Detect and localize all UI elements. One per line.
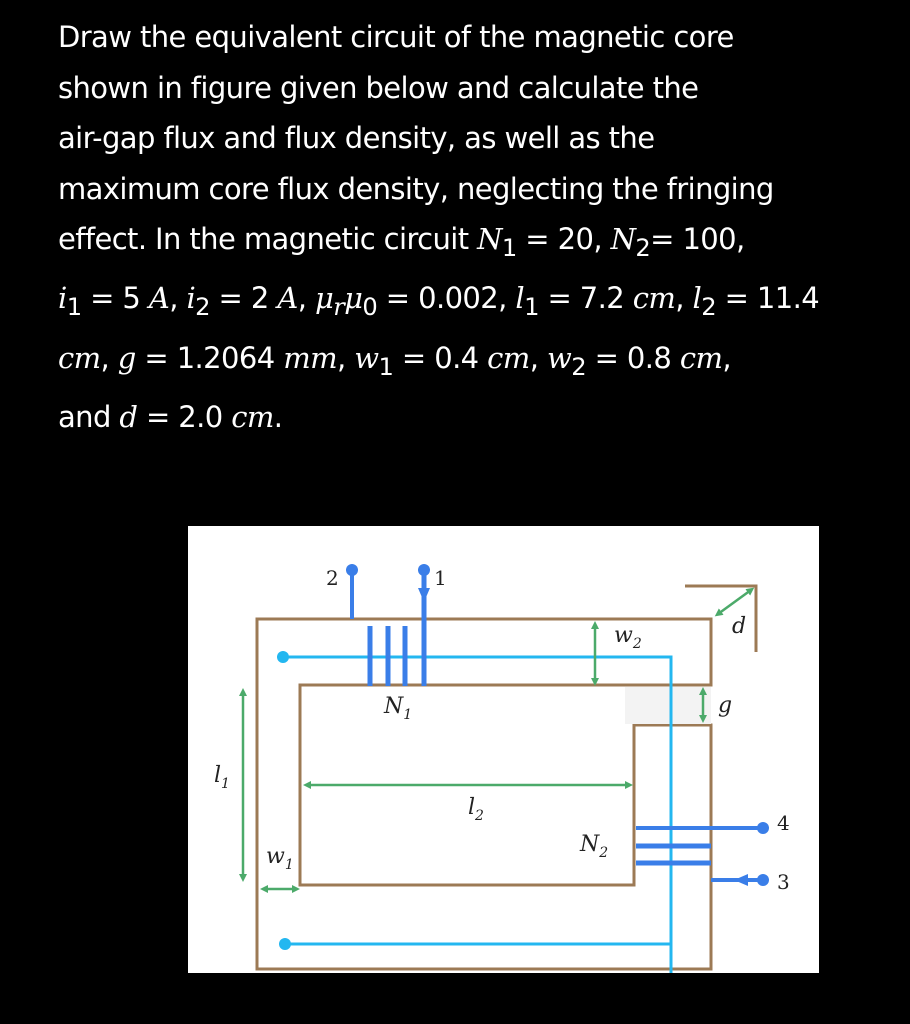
g-label: g [718, 693, 733, 718]
flux-path-start-dot-bottom [279, 938, 291, 950]
coil-n2 [636, 828, 763, 880]
current-arrow-i2 [734, 874, 748, 886]
w1-label: $w_1$ [266, 844, 294, 873]
question-line-3: air-gap flux and flux density, as well as the [58, 121, 655, 155]
l2-label: $l_2$ [468, 795, 484, 824]
terminal-2-label: 2 [326, 566, 339, 590]
question-line-1: Draw the equivalent circuit of the magnetic core [58, 20, 734, 54]
terminal-2-dot [346, 564, 358, 576]
l1-label: $l_1$ [214, 763, 230, 792]
question-text [58, 12, 898, 442]
question-line-7: cm, g = 1.2064 mm, $w_1 = 0.4$ cm, $w_2 = 0.8$ cm, [58, 340, 732, 381]
question-line-5: effect. In the magnetic circuit $N_1 = 20$, $N_2= 100$, [58, 222, 745, 262]
magnetic-core-diagram [188, 526, 819, 973]
question-line-4: maximum core flux density, neglecting the fringing [58, 171, 774, 206]
coil-n1 [352, 569, 424, 686]
terminal-4-label: 4 [777, 811, 790, 835]
question-line-8: and d = 2.0 cm. [58, 399, 283, 434]
n1-label: $N_1$ [384, 694, 413, 723]
terminal-3-dot [757, 874, 769, 886]
magnetic-core-figure [188, 526, 819, 973]
question-line-6: $i_1 = 5$ A, $i_2 = 2$ A, $\mu_r\mu_0 = 0.002$, $l_1 = 7.2$ cm, $l_2 = 11.4$ [58, 281, 820, 322]
d-label: d [732, 614, 747, 639]
n2-label: $N_2$ [580, 832, 609, 861]
question-line-2: shown in figure given below and calculate the [58, 70, 699, 105]
w2-label: $w_2$ [614, 623, 642, 652]
air-gap [625, 687, 711, 724]
flux-path-start-dot-top [277, 651, 289, 663]
terminal-1-dot [418, 564, 430, 576]
n1-symbol: N [477, 222, 502, 256]
current-arrow-i1 [418, 588, 430, 602]
terminal-4-dot [757, 822, 769, 834]
core-outline [257, 586, 756, 969]
d-dimension [718, 590, 751, 614]
terminal-3-label: 3 [777, 870, 790, 894]
n2-symbol: N [610, 222, 636, 256]
terminal-1-label: 1 [434, 566, 447, 590]
